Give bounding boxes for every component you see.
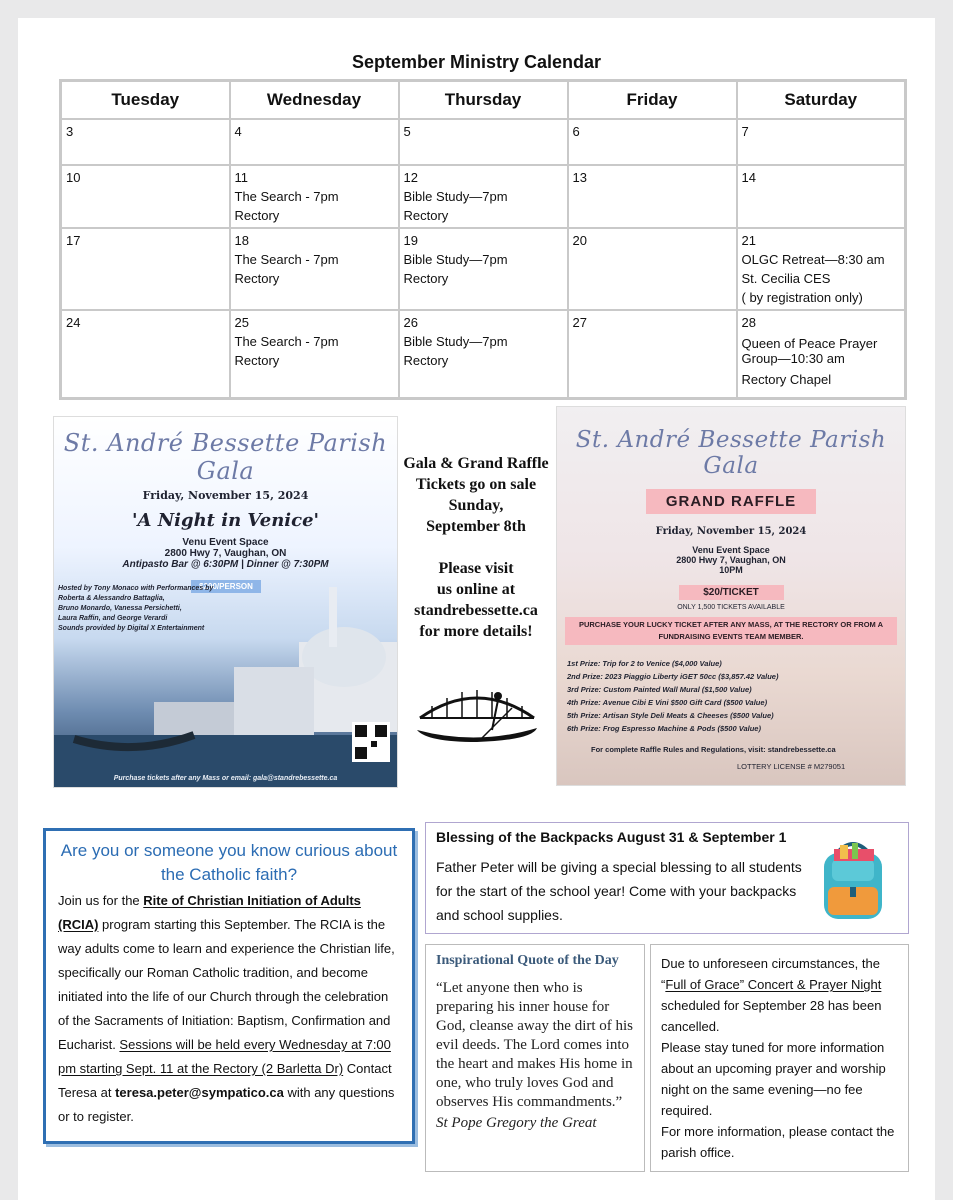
raffle-prize: 3rd Prize: Custom Painted Wall Mural ($1,500 Value): [567, 685, 752, 694]
calendar-week-row: [61, 310, 906, 398]
calendar-week-row: [61, 119, 906, 165]
calendar-title: September Ministry Calendar: [351, 52, 602, 72]
day-number: 21: [741, 233, 756, 248]
raffle-purchase-info: PURCHASE YOUR LUCKY TICKET AFTER ANY MASS, AT THE RECTORY OR FROM A FUNDRAISING EVENTS TEAM MEMBER.: [565, 617, 897, 645]
calendar-day-cell: [737, 119, 906, 165]
day-number: 18: [234, 233, 249, 248]
raffle-license: LOTTERY LICENSE # M279051: [737, 762, 846, 771]
day-number: 19: [403, 233, 418, 248]
event-name: Bible Study—7pm: [403, 252, 508, 267]
header-thursday: Thursday: [399, 81, 568, 120]
event-location: Rectory: [234, 353, 280, 368]
calendar-day-cell: [399, 119, 568, 165]
gala-purchase-info: Purchase tickets after any Mass or email: gala@standrebessette.ca: [113, 775, 338, 782]
event-name: The Search - 7pm: [234, 334, 339, 349]
day-number: 12: [403, 170, 418, 185]
raffle-prize: 1st Prize: Trip for 2 to Venice ($4,000 Value): [567, 659, 722, 668]
day-number: 26: [403, 315, 418, 330]
calendar-day-cell: [399, 310, 568, 398]
day-number: 10: [66, 170, 81, 185]
cancel-notice: [661, 953, 898, 1037]
notice-line: Tickets go on sale: [415, 476, 537, 493]
calendar-header-row: [61, 81, 906, 120]
notice-line: September 8th: [426, 518, 526, 535]
gala-flyer: [53, 416, 398, 788]
calendar-day-cell: [399, 228, 568, 310]
raffle-price-badge: $20/TICKET: [679, 585, 784, 600]
blessing-title: Blessing of the Backpacks August 31 & September 1: [436, 829, 787, 845]
event-name: The Search - 7pm: [234, 252, 339, 267]
raffle-rules: For complete Raffle Rules and Regulations, visit: standrebessette.ca: [591, 745, 836, 754]
raffle-prize: 4th Prize: Avenue Cibi E Vini $500 Gift Card ($500 Value): [567, 698, 768, 707]
gala-date: Friday, November 15, 2024: [142, 489, 309, 502]
blessing-body: Father Peter will be giving a special blessing to all students for the start of the school year! Come with your backpacks and school supplies.: [436, 859, 802, 923]
event-location: St. Cecilia CES: [741, 271, 831, 286]
event-location: Rectory: [403, 208, 449, 223]
event-location: Rectory: [403, 353, 449, 368]
calendar-day-cell: [568, 119, 737, 165]
day-number: 14: [741, 170, 756, 185]
cancel-contact: For more information, please contact the parish office.: [661, 1124, 895, 1160]
calendar-day-cell: [61, 310, 230, 398]
calendar-day-cell: [61, 228, 230, 310]
calendar-week-row: [61, 165, 906, 228]
raffle-title: St. André Bessette Parish Gala: [575, 427, 887, 479]
day-number: 6: [572, 124, 580, 139]
rcia-email[interactable]: teresa.peter@sympatico.ca: [115, 1085, 284, 1100]
notice-line: us online at: [436, 581, 516, 598]
gondola-bridge-icon: [412, 678, 542, 748]
quote-heading: Inspirational Quote of the Day: [436, 953, 619, 968]
raffle-heading: GRAND RAFFLE: [646, 489, 816, 514]
event-name: Queen of Peace Prayer Group—10:30 am: [741, 336, 878, 366]
calendar-day-cell: [568, 228, 737, 310]
rcia-heading: Are you or someone you know curious about the Catholic faith?: [60, 841, 398, 884]
day-number: 24: [66, 315, 81, 330]
gala-host-line: Roberta & Alessandro Battaglia,: [58, 595, 165, 602]
calendar-day-cell: [230, 310, 399, 398]
raffle-prize: 2nd Prize: 2023 Piaggio Liberty iGET 50cc ($3,857.42 Value): [567, 672, 779, 681]
event-location: Rectory: [403, 271, 449, 286]
event-note: ( by registration only): [741, 290, 863, 305]
notice-line: Gala & Grand Raffle: [403, 455, 549, 472]
day-number: 27: [572, 315, 587, 330]
gala-address: 2800 Hwy 7, Vaughan, ON: [164, 548, 287, 559]
event-name: The Search - 7pm: [234, 189, 339, 204]
rcia-program-name: Rite of Christian Initiation of Adults (RCIA): [58, 893, 361, 932]
day-number: 25: [234, 315, 249, 330]
calendar-day-cell: [230, 165, 399, 228]
gala-title: St. André Bessette Parish Gala: [63, 429, 388, 485]
event-name: OLGC Retreat—8:30 am: [741, 252, 885, 267]
raffle-prize-list: [567, 657, 905, 735]
calendar-day-cell: [399, 165, 568, 228]
backpack-blessing-box: [425, 822, 909, 934]
header-saturday: Saturday: [737, 81, 906, 120]
notice-line: Sunday,: [448, 497, 504, 514]
cancel-status: scheduled for September 28 has been cancelled.: [661, 998, 882, 1034]
backpack-icon: [812, 835, 894, 925]
ticket-sale-notice: [400, 453, 552, 642]
event-name: Bible Study—7pm: [403, 189, 508, 204]
quote-text: “Let anyone then who is preparing his inner house for God, cleanse away the dirt of his evil deeds. The Lord comes into the heart and makes His home in one, who truly loves God and observes His commandments.”: [436, 980, 634, 1110]
day-number: 28: [741, 315, 756, 330]
gala-host-line: Sounds provided by Digital X Entertainment: [58, 625, 205, 632]
gala-host-line: Bruno Monardo, Vanessa Persichetti,: [58, 605, 182, 612]
event-location: Rectory: [234, 208, 280, 223]
header-tuesday: Tuesday: [61, 81, 230, 120]
day-number: 7: [741, 124, 749, 139]
calendar-day-cell: [737, 228, 906, 310]
ministry-calendar: [59, 79, 907, 400]
day-number: 11: [234, 170, 248, 185]
gala-price-badge: $200/PERSON: [191, 580, 261, 593]
raffle-time: 10PM: [719, 565, 743, 575]
gala-times: Antipasto Bar @ 6:30PM | Dinner @ 7:30PM: [122, 559, 329, 570]
event-name: Bible Study—7pm: [403, 334, 508, 349]
rcia-body: [58, 889, 400, 1129]
header-wednesday: Wednesday: [230, 81, 399, 120]
calendar-day-cell: [61, 119, 230, 165]
event-location: Rectory: [234, 271, 280, 286]
cancel-update: Please stay tuned for more information about an upcoming prayer and worship night on the same evening—no fee required.: [661, 1040, 886, 1118]
cancel-intro: Due to unforeseen circumstances, the “: [661, 956, 880, 992]
gala-host-line: Hosted by Tony Monaco with Performances by: [58, 585, 214, 592]
rcia-sessions: Sessions will be held every Wednesday at 7:00 pm starting Sept. 11 at the Rectory (2 Barletta Dr): [58, 1037, 391, 1076]
venice-basilica-illustration: [54, 417, 398, 788]
raffle-availability: ONLY 1,500 TICKETS AVAILABLE: [677, 604, 785, 611]
header-friday: Friday: [568, 81, 737, 120]
calendar-day-cell: [568, 165, 737, 228]
cancel-event-name: Full of Grace” Concert & Prayer Night: [665, 977, 882, 992]
calendar-day-cell: [61, 165, 230, 228]
rcia-description: program starting this September. The RCIA is the way adults come to learn and experience the Christian life, specifically our Roman Catholic tradition, and become initiated into the life of our Church through the celebration of the Sacraments of Initiation: Baptism, Confirmation and Eucharist.: [58, 917, 395, 1052]
day-number: 3: [66, 124, 74, 139]
raffle-venue: Venu Event Space: [692, 545, 770, 555]
cancellation-box: [650, 944, 909, 1172]
rcia-contact-intro: Contact Teresa at: [58, 1061, 392, 1100]
calendar-day-cell: [737, 310, 906, 398]
day-number: 5: [403, 124, 411, 139]
rcia-contact-outro: with any questions or to register.: [58, 1085, 395, 1124]
day-number: 4: [234, 124, 242, 139]
raffle-flyer: [556, 406, 906, 786]
notice-line: standrebessette.ca: [414, 602, 538, 619]
raffle-prize: 5th Prize: Artisan Style Deli Meats & Cheeses ($500 Value): [567, 711, 774, 720]
rcia-intro: Join us for the: [58, 893, 144, 908]
quote-box: [425, 944, 645, 1172]
calendar-day-cell: [230, 228, 399, 310]
day-number: 13: [572, 170, 587, 185]
day-number: 20: [572, 233, 587, 248]
day-number: 17: [66, 233, 81, 248]
notice-line: Please visit: [438, 560, 514, 577]
gala-theme: 'A Night in Venice': [131, 510, 320, 531]
gala-host-line: Laura Raffin, and George Verardi: [58, 615, 168, 622]
event-location: Rectory Chapel: [741, 372, 832, 387]
notice-spacer: [400, 537, 552, 558]
calendar-day-cell: [737, 165, 906, 228]
calendar-week-row: [61, 228, 906, 310]
rcia-box: [43, 828, 415, 1144]
calendar-day-cell: [568, 310, 737, 398]
raffle-date: Friday, November 15, 2024: [655, 526, 807, 537]
calendar-day-cell: [230, 119, 399, 165]
raffle-prize: 6th Prize: Frog Espresso Machine & Pods ($500 Value): [567, 724, 761, 733]
notice-line: for more details!: [419, 623, 533, 640]
raffle-address: 2800 Hwy 7, Vaughan, ON: [676, 555, 786, 565]
quote-author: St Pope Gregory the Great: [436, 1115, 597, 1131]
gala-venue: Venu Event Space: [182, 537, 269, 548]
